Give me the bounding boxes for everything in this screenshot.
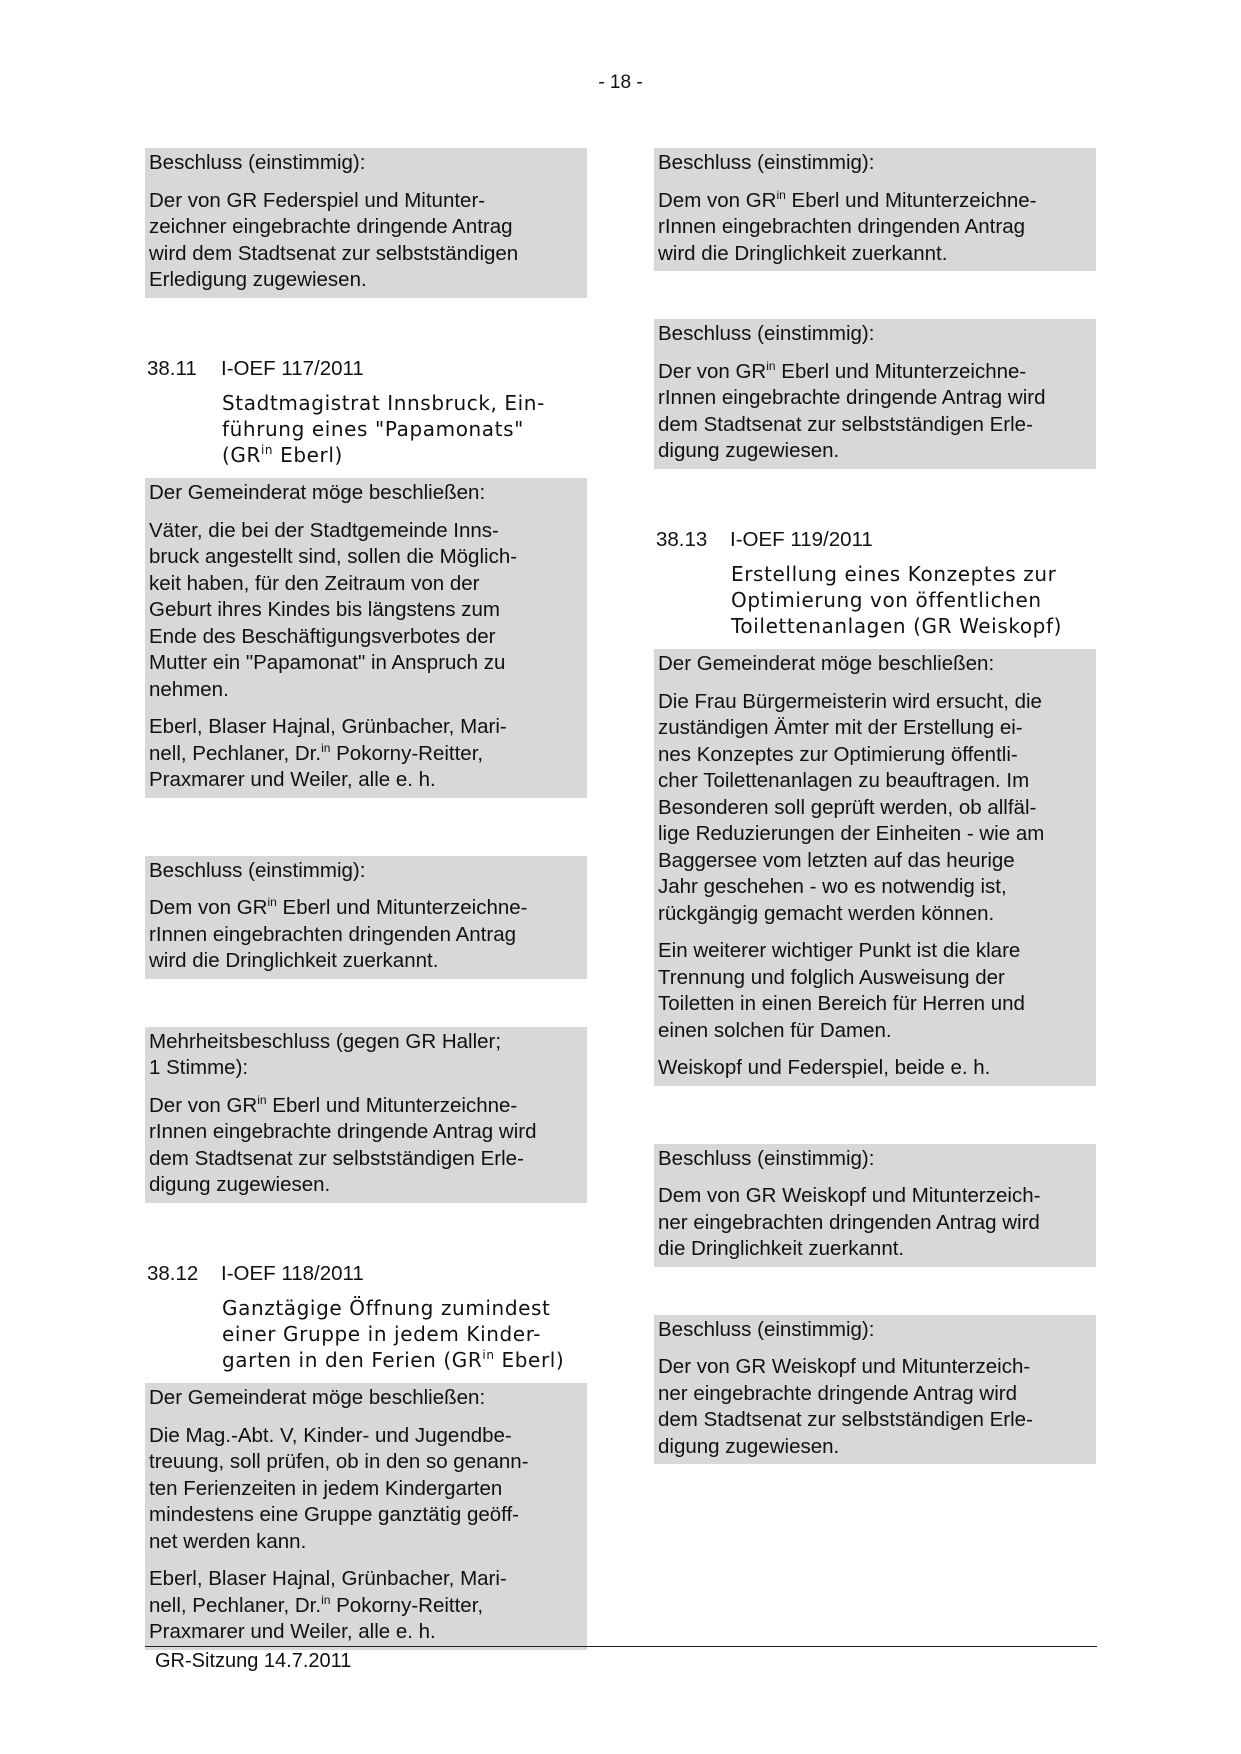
motion-signatories: Weiskopf und Federspiel, beide e. h. bbox=[658, 1056, 991, 1079]
resolution-box bbox=[654, 1315, 1096, 1465]
resolution-text: Dem von $GR^{in}$ Eberl und Mitunterzeichne- rInnen eingebrachten dringenden Antrag wird die Dringlichkeit zuerkannt. bbox=[658, 187, 1037, 265]
agenda-item-number: 38.13 bbox=[656, 527, 708, 551]
agenda-item-code: I-OEF 118/2011 bbox=[221, 1261, 364, 1285]
motion-title: Der Gemeinderat möge beschließen: bbox=[658, 652, 995, 675]
agenda-item-number: 38.12 bbox=[147, 1261, 199, 1285]
motion-text: Die Frau Bürgermeisterin wird ersucht, die zuständigen Ämter mit der Erstellung ei- nes Konzeptes zur Optimierung öffentli- cher Toilettenanlagen zu beauftragen. Im Besonderen soll geprüft werden, ob allfäl- lige Reduzierungen der Einheiten - wie am Baggersee vom letzten auf das heurige Jahr geschehen - wo es notwendig ist, rückgängig gemacht werden können. bbox=[658, 689, 1045, 925]
resolution-box bbox=[654, 148, 1096, 271]
resolution-title: Beschluss (einstimmig): bbox=[658, 1146, 875, 1170]
motion-title: Der Gemeinderat möge beschließen: bbox=[149, 481, 486, 504]
agenda-item bbox=[654, 527, 1096, 640]
resolution-title: Beschluss (einstimmig): bbox=[658, 322, 875, 345]
agenda-item-heading bbox=[145, 1261, 587, 1288]
resolution-text: Der von GR Weiskopf und Mitunterzeich- ner eingebrachte dringende Antrag wird dem Stadtsenat zur selbstständigen Erle- digung zugewiesen. bbox=[658, 1355, 1033, 1458]
resolution-title: Beschluss (einstimmig): bbox=[149, 858, 366, 882]
resolution-title: Beschluss (einstimmig): bbox=[149, 151, 366, 174]
resolution-title: Beschluss (einstimmig): bbox=[658, 151, 875, 174]
resolution-text: Der von GR Federspiel und Mitunter- zeichner eingebrachte dringende Antrag wird dem Stadtsenat zur selbstständigen Erledigung zugewiesen. bbox=[149, 188, 519, 291]
agenda-item-heading bbox=[145, 356, 587, 383]
motion-box bbox=[654, 649, 1096, 1086]
agenda-item bbox=[145, 356, 587, 469]
resolution-box bbox=[145, 148, 587, 298]
footer-text: GR-Sitzung 14.7.2011 bbox=[155, 1650, 352, 1672]
motion-text: Väter, die bei der Stadtgemeinde Inns- bruck angestellt sind, sollen die Möglich- keit haben, für den Zeitraum von der Geburt ihres Kindes bis längstens zum Ende des Beschäftigungsverbotes der Mutter ein "Papamonat" in Anspruch zu nehmen. bbox=[149, 518, 518, 701]
agenda-item bbox=[145, 1261, 587, 1374]
agenda-item-title: Ganztägige Öffnung zumindest einer Gruppe in jedem Kinder- garten in den Ferien ($GR^{in}$ Eberl) bbox=[222, 1296, 565, 1372]
agenda-item-code: I-OEF 117/2011 bbox=[221, 356, 364, 380]
agenda-item-number: 38.11 bbox=[147, 356, 197, 380]
right-column bbox=[654, 148, 1096, 1464]
resolution-title: Mehrheitsbeschluss (gegen GR Haller; 1 Stimme): bbox=[149, 1029, 502, 1079]
agenda-item-heading bbox=[654, 527, 1096, 554]
resolution-text: Dem von GR Weiskopf und Mitunterzeich- ner eingebrachten dringenden Antrag wird die Dringlichkeit zuerkannt. bbox=[658, 1184, 1041, 1260]
resolution-box bbox=[654, 1144, 1096, 1267]
resolution-text: Der von $GR^{in}$ Eberl und Mitunterzeichne- rInnen eingebrachte dringende Antrag wird dem Stadtsenat zur selbstständigen Erle- digung zugewiesen. bbox=[149, 1092, 537, 1196]
motion-box bbox=[145, 478, 587, 798]
footer-divider bbox=[145, 1646, 1097, 1647]
page-number: - 18 - bbox=[598, 72, 643, 93]
agenda-item-code: I-OEF 119/2011 bbox=[730, 527, 873, 551]
agenda-item-title: Stadtmagistrat Innsbruck, Ein- führung eines "Papamonats" ($GR^{in}$ Eberl) bbox=[222, 391, 545, 467]
motion-title: Der Gemeinderat möge beschließen: bbox=[149, 1386, 486, 1409]
resolution-text: Der von $GR^{in}$ Eberl und Mitunterzeichne- rInnen eingebrachte dringende Antrag wird dem Stadtsenat zur selbstständigen Erle- digung zugewiesen. bbox=[658, 358, 1046, 462]
motion-text: Ein weiterer wichtiger Punkt ist die klare Trennung und folglich Ausweisung der Toiletten in einen Bereich für Herren und einen solchen für Damen. bbox=[658, 939, 1025, 1042]
resolution-text: Dem von $GR^{in}$ Eberl und Mitunterzeichne- rInnen eingebrachten dringenden Antrag wird die Dringlichkeit zuerkannt. bbox=[149, 895, 528, 972]
resolution-title: Beschluss (einstimmig): bbox=[658, 1317, 875, 1341]
resolution-box bbox=[145, 1027, 587, 1203]
resolution-box bbox=[654, 319, 1096, 469]
agenda-item-title: Erstellung eines Konzeptes zur Optimierung von öffentlichen Toilettenanlagen (GR Weiskopf) bbox=[731, 562, 1062, 638]
motion-signatories: Eberl, Blaser Hajnal, Grünbacher, Mari- nell, Pechlaner, Dr.$^{in}$ Pokorny-Reitter, Praxmarer und Weiler, alle e. h. bbox=[149, 715, 507, 791]
left-column bbox=[145, 148, 587, 1650]
resolution-box bbox=[145, 856, 587, 979]
motion-signatories: Eberl, Blaser Hajnal, Grünbacher, Mari- nell, Pechlaner, Dr.$^{in}$ Pokorny-Reitter, Praxmarer und Weiler, alle e. h. bbox=[149, 1567, 507, 1643]
motion-text: Die Mag.-Abt. V, Kinder- und Jugendbe- treuung, soll prüfen, ob in den so genann- ten Ferienzeiten in jedem Kindergarten mindestens eine Gruppe ganztätig geöff- net werden kann. bbox=[149, 1423, 529, 1553]
motion-box bbox=[145, 1383, 587, 1650]
